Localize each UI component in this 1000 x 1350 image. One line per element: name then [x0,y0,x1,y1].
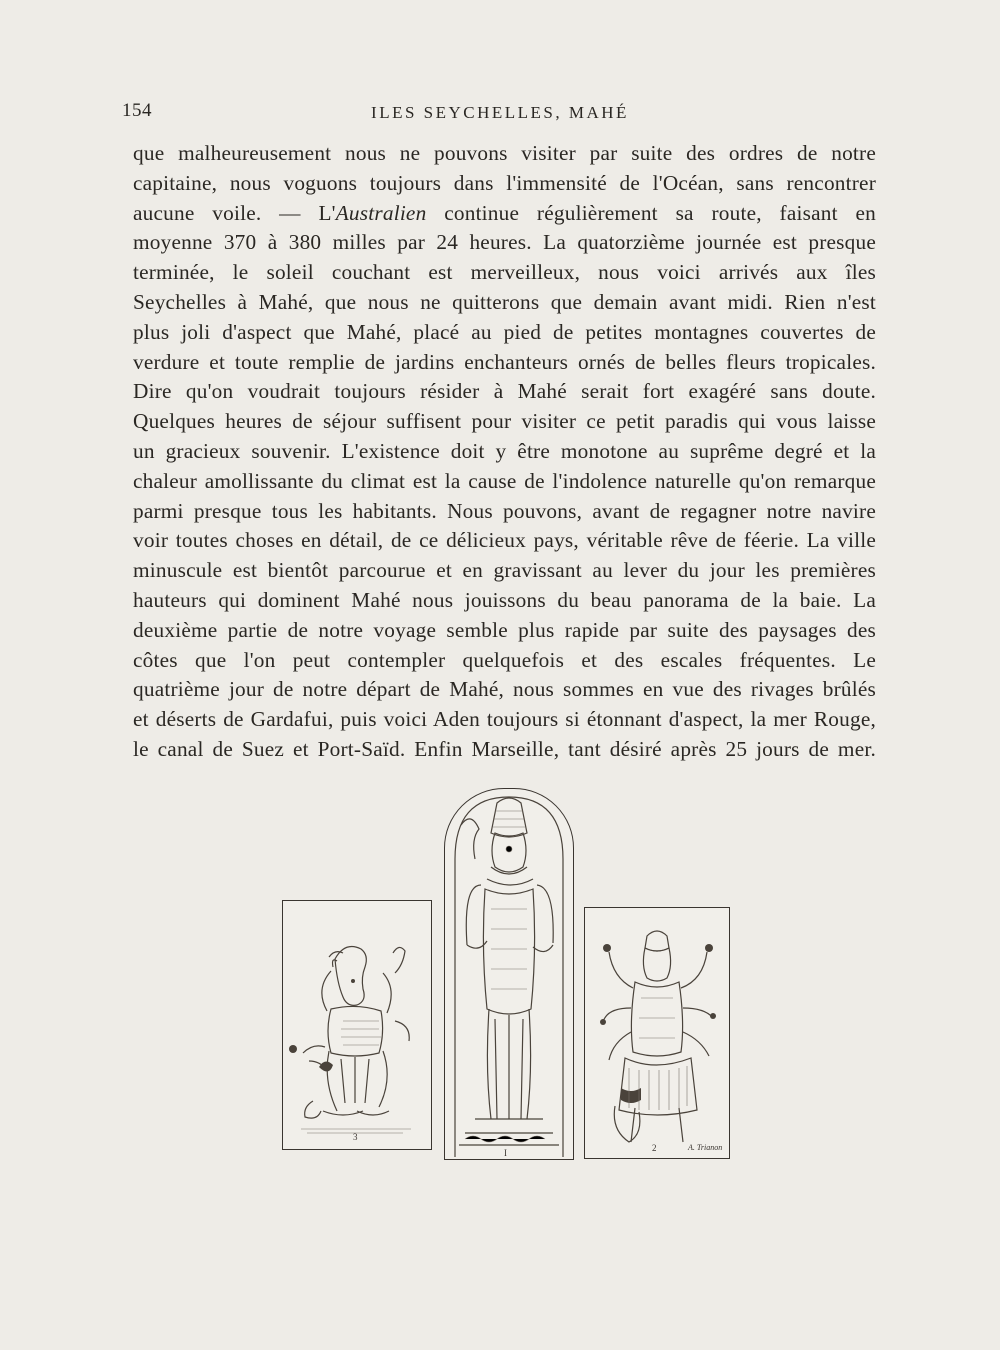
text-line: moyenne 370 à 380 milles par 24 heures. La quatorzième journée est presque [133,230,876,255]
text-line: verdure et toute remplie de jardins enchanteurs ornés de belles fleurs tropicales. [133,349,876,374]
text-line: capitaine, nous voguons toujours dans l'immensité de l'Océan, sans rencontrer [133,170,876,195]
text-line: hauteurs qui dominent Mahé nous jouissons du beau panorama de la baie. La [133,587,876,612]
plate-number-left: 3 [353,1132,358,1142]
text-line: parmi presque tous les habitants. Nous pouvons, avant de regagner notre navire [133,498,876,523]
text-segment: continue régulièrement sa route, faisant en [426,200,876,225]
standing-deity-stele-engraving [445,789,573,1159]
illustration-plate-left [282,900,432,1150]
text-line: Dire qu'on voudrait toujours résider à Mahé serait fort exagéré sans doute. [133,379,876,404]
text-line: plus joli d'aspect que Mahé, placé au pied de petites montagnes couvertes de [133,319,876,344]
text-line: voir toutes choses en détail, de ce délicieux pays, véritable rêve de féerie. La ville [133,528,876,553]
page-number: 154 [122,100,152,121]
text-line: minuscule est bientôt parcourue et en gravissant au lever du jour les premières [133,558,876,583]
multi-armed-goddess-engraving [585,908,729,1158]
text-line: que malheureusement nous ne pouvons visiter par suite des ordres de notre [133,141,876,165]
text-line: chaleur amollissante du climat est la cause de l'indolence naturelle qu'on remarque [133,468,876,493]
text-line: le canal de Suez et Port-Saïd. Enfin Marseille, tant désiré après 25 jours de mer. [133,736,876,761]
text-line: côtes que l'on peut contempler quelquefois et des escales fréquentes. Le [133,647,876,672]
text-line: Seychelles à Mahé, que nous ne quitterons que demain avant midi. Rien n'est [133,289,876,314]
illustration-plate-right [584,907,730,1159]
running-head: ILES SEYCHELLES, MAHÉ [371,103,629,122]
engraver-signature: A. Trianon [688,1143,723,1152]
body-text [133,139,876,765]
text-line: un gracieux souvenir. L'existence doit y être monotone au suprême degré et la [133,438,876,463]
ship-name: Australien [335,200,427,225]
text-line: deuxième partie de notre voyage semble plus rapide par suite des paysages des [133,617,876,642]
illustration-plate-center [444,788,574,1160]
plate-number-center: I [504,1148,507,1158]
text-line: Quelques heures de séjour suffisent pour visiter ce petit paradis qui vous laisse [133,409,876,434]
text-line: quatrième jour de notre départ de Mahé, nous sommes en vue des rivages brûlés [133,677,876,702]
text-segment: aucune voile. — L' [133,200,336,225]
text-line: et déserts de Gardafui, puis voici Aden toujours si étonnant d'aspect, la mer Rouge, [133,707,876,732]
plate-number-right: 2 [652,1143,657,1153]
horse-headed-deity-engraving [283,901,431,1149]
text-line [133,199,876,229]
text-line: terminée, le soleil couchant est merveilleux, nous voici arrivés aux îles [133,260,876,285]
